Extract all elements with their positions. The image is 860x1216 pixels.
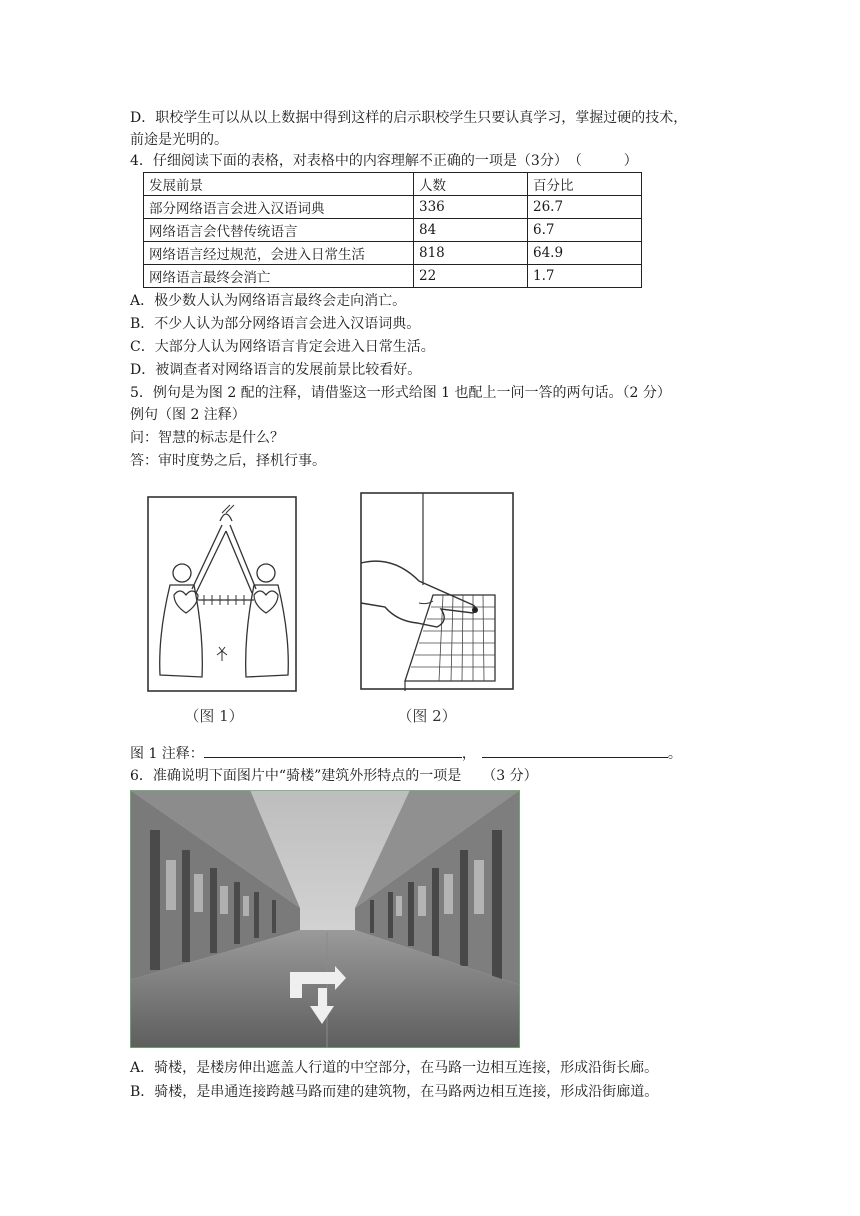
table-row (144, 219, 642, 242)
q5-example-question: 问：智慧的标志是什么？ (130, 430, 284, 446)
table-cell: 64.9 (528, 242, 642, 265)
table-cell: 6.7 (528, 219, 642, 242)
table-cell: 336 (414, 196, 528, 219)
figure-1-note-label: 图 1 注释： (130, 746, 204, 762)
answer-blank-2[interactable] (482, 743, 668, 758)
q5-example-answer: 答：审时度势之后，择机行事。 (130, 453, 326, 469)
qilou-street-photo (130, 790, 520, 1048)
question-6: 6．准确说明下面图片中“骑楼”建筑外形特点的一项是 （3 分） (130, 768, 538, 784)
figure-1-caption: （图 1） (184, 707, 244, 725)
q6-option-a: A．骑楼，是楼房伸出遮盖人行道的中空部分，在马路一边相互连接，形成沿街长廊。 (130, 1060, 659, 1076)
question-4: 4．仔细阅读下面的表格，对表格中的内容理解不正确的一项是（3分） （ ） (130, 153, 638, 169)
table-header-row (144, 173, 642, 196)
note-comma: ， (461, 746, 476, 762)
q5-example-label: 例句（图 2 注释） (130, 407, 246, 423)
q4-option-a: A．极少数人认为网络语言最终会走向消亡。 (130, 293, 407, 309)
q4-option-b: B．不少人认为部分网络语言会进入汉语词典。 (130, 316, 421, 332)
table-header-cell: 百分比 (528, 173, 642, 196)
table-cell: 84 (414, 219, 528, 242)
answer-blank-1[interactable] (204, 743, 462, 758)
option-d-line-2: 前途是光明的。 (130, 132, 228, 148)
table-cell: 818 (414, 242, 528, 265)
note-period: 。 (667, 746, 682, 762)
q4-option-c: C．大部分人认为网络语言肯定会进入日常生活。 (130, 339, 435, 355)
figure-2-caption: （图 2） (397, 707, 457, 725)
table-cell: 26.7 (528, 196, 642, 219)
question-5: 5．例句是为图 2 配的注释，请借鉴这一形式给图 1 也配上一问一答的两句话。（2 分） (130, 385, 671, 401)
table-row (144, 265, 642, 288)
table-cell: 部分网络语言会进入汉语词典 (144, 196, 414, 219)
figure-1-note (130, 743, 682, 764)
table-cell: 22 (414, 265, 528, 288)
table-cell: 网络语言最终会消亡 (144, 265, 414, 288)
figure-1-illustration (130, 485, 310, 730)
survey-table (143, 172, 642, 288)
q6-option-b: B．骑楼，是串通连接跨越马路而建的建筑物，在马路两边相互连接，形成沿街廊道。 (130, 1084, 659, 1100)
table-row (144, 196, 642, 219)
table-header-cell: 人数 (414, 173, 528, 196)
table-cell: 网络语言经过规范，会进入日常生活 (144, 242, 414, 265)
table-cell: 1.7 (528, 265, 642, 288)
table-row (144, 242, 642, 265)
q4-option-d: D．被调查者对网络语言的发展前景比较看好。 (130, 362, 422, 378)
table-header-cell: 发展前景 (144, 173, 414, 196)
option-d-line-1: D．职校学生可以从以上数据中得到这样的启示职校学生只要认真学习，掌握过硬的技术， (130, 110, 688, 126)
figure-2-illustration (345, 485, 525, 730)
table-cell: 网络语言会代替传统语言 (144, 219, 414, 242)
